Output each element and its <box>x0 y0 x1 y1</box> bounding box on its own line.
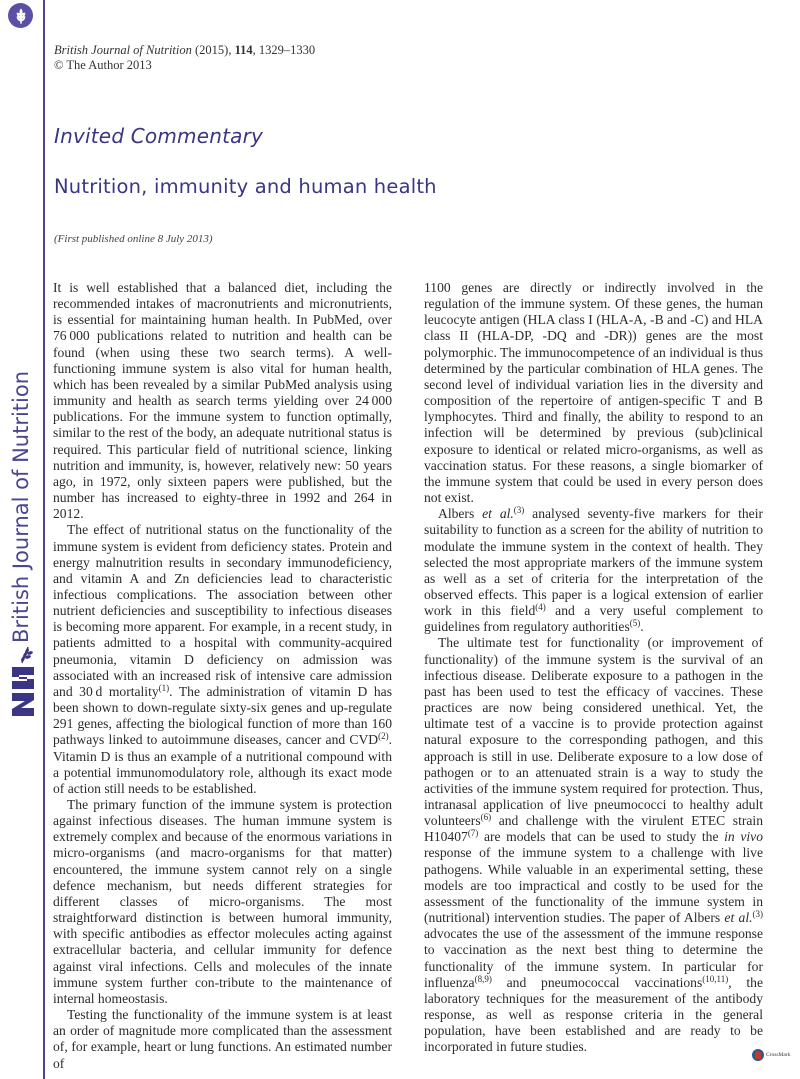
wheat-glyph-icon <box>13 8 29 24</box>
journal-spine <box>6 370 36 643</box>
reference-citation[interactable]: (8,9) <box>474 973 492 984</box>
citation-block <box>54 43 315 73</box>
reference-citation[interactable]: (10,11) <box>702 973 729 984</box>
ns-wheat-logo-icon <box>8 645 38 720</box>
body-paragraph: The ultimate test for functionality (or improvement of functionality) of the immune system is the survival of an infectious disease. Deliberate exposure to a pathogen in the past has been used to test the efficacy of vaccines. These practices are now being considered unethical. Yet, the ultimate test of a vaccine is to provide protection against natural exposure to the corresponding pathogen, and this approach is still in use. Deliberate exposure to a low dose of pathogen or to an attenuated strain is a way to study the activities of the immune system required for protection. Thus, intranasal application of live pneumococci to healthy adult volunteers$^{(6)}$ and challenge with the virulent ETEC strain H10407$^{(7)}$ are models that can be used to study the in vivo response of the immune system to a challenge with live pathogens. While valuable in an experimental setting, these models are too impractical and costly to be used for the assessment of the functionality of the immune system in (nutritional) intervention studies. The paper of Albers et al.$^{(3)}$ advocates the use of the assessment of the immune response to vaccination as the next best thing to determine the functionality of the immune system. In particular for influenza$^{(8,9)}$ and pneumococcal vaccinations$^{(10,11)}$, the laboratory techniques for the measurement of the antibody response, as well as response criteria in the general population, have been established and are ready to be incorporated in future studies. <box>424 635 763 1055</box>
reference-citation[interactable]: (6) <box>480 812 492 823</box>
body-paragraph: The effect of nutritional status on the functionality of the immune system is evident from deficiency states. Protein and energy malnutrition results in secondary immunodeficiency, and vitamin A and Zn deficiencies lead to characteristic infectious complications. The association between other nutrient deficiencies and susceptibility to infectious diseases is becoming more apparent. For example, in a recent study, in patients admitted to a hospital with community-acquired pneumonia, vitamin D deficiency on admission was associated with an increased risk of intensive care admission and 30 d mortality$^{(1)}$. The administration of vitamin D has been shown to down-regulate sixty-six genes and up-regulate 291 genes, affecting the biological function of more than 160 pathways linked to autoimmune diseases, cancer and CVD$^{(2)}$. Vitamin D is thus an example of a nutritional compound with a potential immunomodulatory role, although its exact mode of action still needs to be established. <box>53 522 392 796</box>
body-paragraph: It is well established that a balanced diet, including the recommended intakes of macronutrients and micronutrients, is essential for maintaining human health. In PubMed, over 76 000 publications related to nutrition and health can be found (when using these two search terms). A well-functioning immune system is also vital for human health, which has been revealed by a similar PubMed analysis using immunity and health as search terms yielding over 24 000 publications. For the immune system to function optimally, similar to the rest of the body, an adequate nutritional status is required. This particular field of nutritional science, linking nutrition and immunity, is, however, relatively new: 50 years ago, in 1972, only sixteen papers were published, but the number has increased to eighty-three in 1992 and 264 in 2012. <box>53 280 392 522</box>
reference-citation[interactable]: (1) <box>158 682 170 693</box>
wheat-circle-icon <box>8 3 33 28</box>
ns-logo-glyph-icon <box>8 645 38 720</box>
side-rule <box>43 0 45 1079</box>
crossmark-label: CrossMark <box>766 1052 791 1058</box>
reference-citation[interactable]: (3) <box>752 909 763 920</box>
reference-citation[interactable]: (2) <box>378 731 389 742</box>
citation-volume: 114 <box>234 43 253 57</box>
copyright-line: © The Author 2013 <box>54 58 152 72</box>
section-label: Invited Commentary <box>54 124 264 148</box>
reference-citation[interactable]: (7) <box>467 828 479 839</box>
reference-citation[interactable]: (5) <box>629 618 641 629</box>
journal-citation <box>54 43 315 58</box>
body-column-left <box>53 280 392 1072</box>
body-paragraph: Albers et al.$^{(3)}$ analysed seventy-five markers for their suitability to function as a screen for the ability of nutrition to modulate the immune system in the context of health. They selected the most appropriate markers of the immune system as well as a set of criteria for the interpretation of the observed effects. This paper is a logical extension of earlier work in this field$^{(4)}$ and a very useful complement to guidelines from regulatory authorities$^{(5)}$. <box>424 505 763 635</box>
crossmark-icon <box>752 1049 764 1061</box>
citation-year: (2015), <box>195 43 232 57</box>
article-title: Nutrition, immunity and human health <box>54 175 437 198</box>
body-column-right <box>424 280 763 1056</box>
body-paragraph: The primary function of the immune system is protection against infectious diseases. The human immune system is extremely complex and because of the enormous variations in micro-organisms (and macro-organisms for that matter) encountered, the immune system cannot rely on a single defence mechanism, but needs different strategies for different classes of micro-organisms. The most straightforward distinction is between humoral immunity, with specific antibodies as effector molecules acting against extracellular bacteria, and cellular immunity for defence against viral infections. Cells and molecules of the innate immune system further con-tribute to the maintenance of internal homeostasis. <box>53 797 392 1006</box>
reference-citation[interactable]: (4) <box>535 602 546 613</box>
body-paragraph: 1100 genes are directly or indirectly involved in the regulation of the immune system. Of these genes, the human leucocyte antigen (HLA class I (HLA-A, -B and -C) and HLA class II (HLA-DP, -DQ and -DR)) genes are the most polymorphic. The immunocompetence of an individual is thus determined by the particular combination of HLA genes. The second level of individual variation lies in the diversity and composition of the repertoire of antigen-specific T and B lymphocytes. Third and finally, the ability to respond to an infection will be determined by previous (sub)clinical exposure to identical or related micro-organisms, as well as vaccination status. For these reasons, a single biomarker of the immune system that could be used in every person does not exist. <box>424 280 763 506</box>
citation-pages: , 1329–1330 <box>252 43 316 57</box>
journal-name: British Journal of Nutrition <box>54 43 192 57</box>
publication-date: (First published online 8 July 2013) <box>54 233 213 245</box>
reference-citation[interactable]: (3) <box>513 505 525 516</box>
italic-term: et al. <box>724 910 753 926</box>
body-paragraph: Testing the functionality of the immune system is at least an order of magnitude more complicated than the assessment of, for example, heart or lung functions. An estimated number of <box>53 1007 392 1071</box>
italic-term: in vivo <box>724 829 763 845</box>
crossmark-button[interactable] <box>752 1049 790 1061</box>
italic-term: et al. <box>482 506 514 522</box>
spine-journal-title: British Journal of Nutrition <box>9 370 33 643</box>
